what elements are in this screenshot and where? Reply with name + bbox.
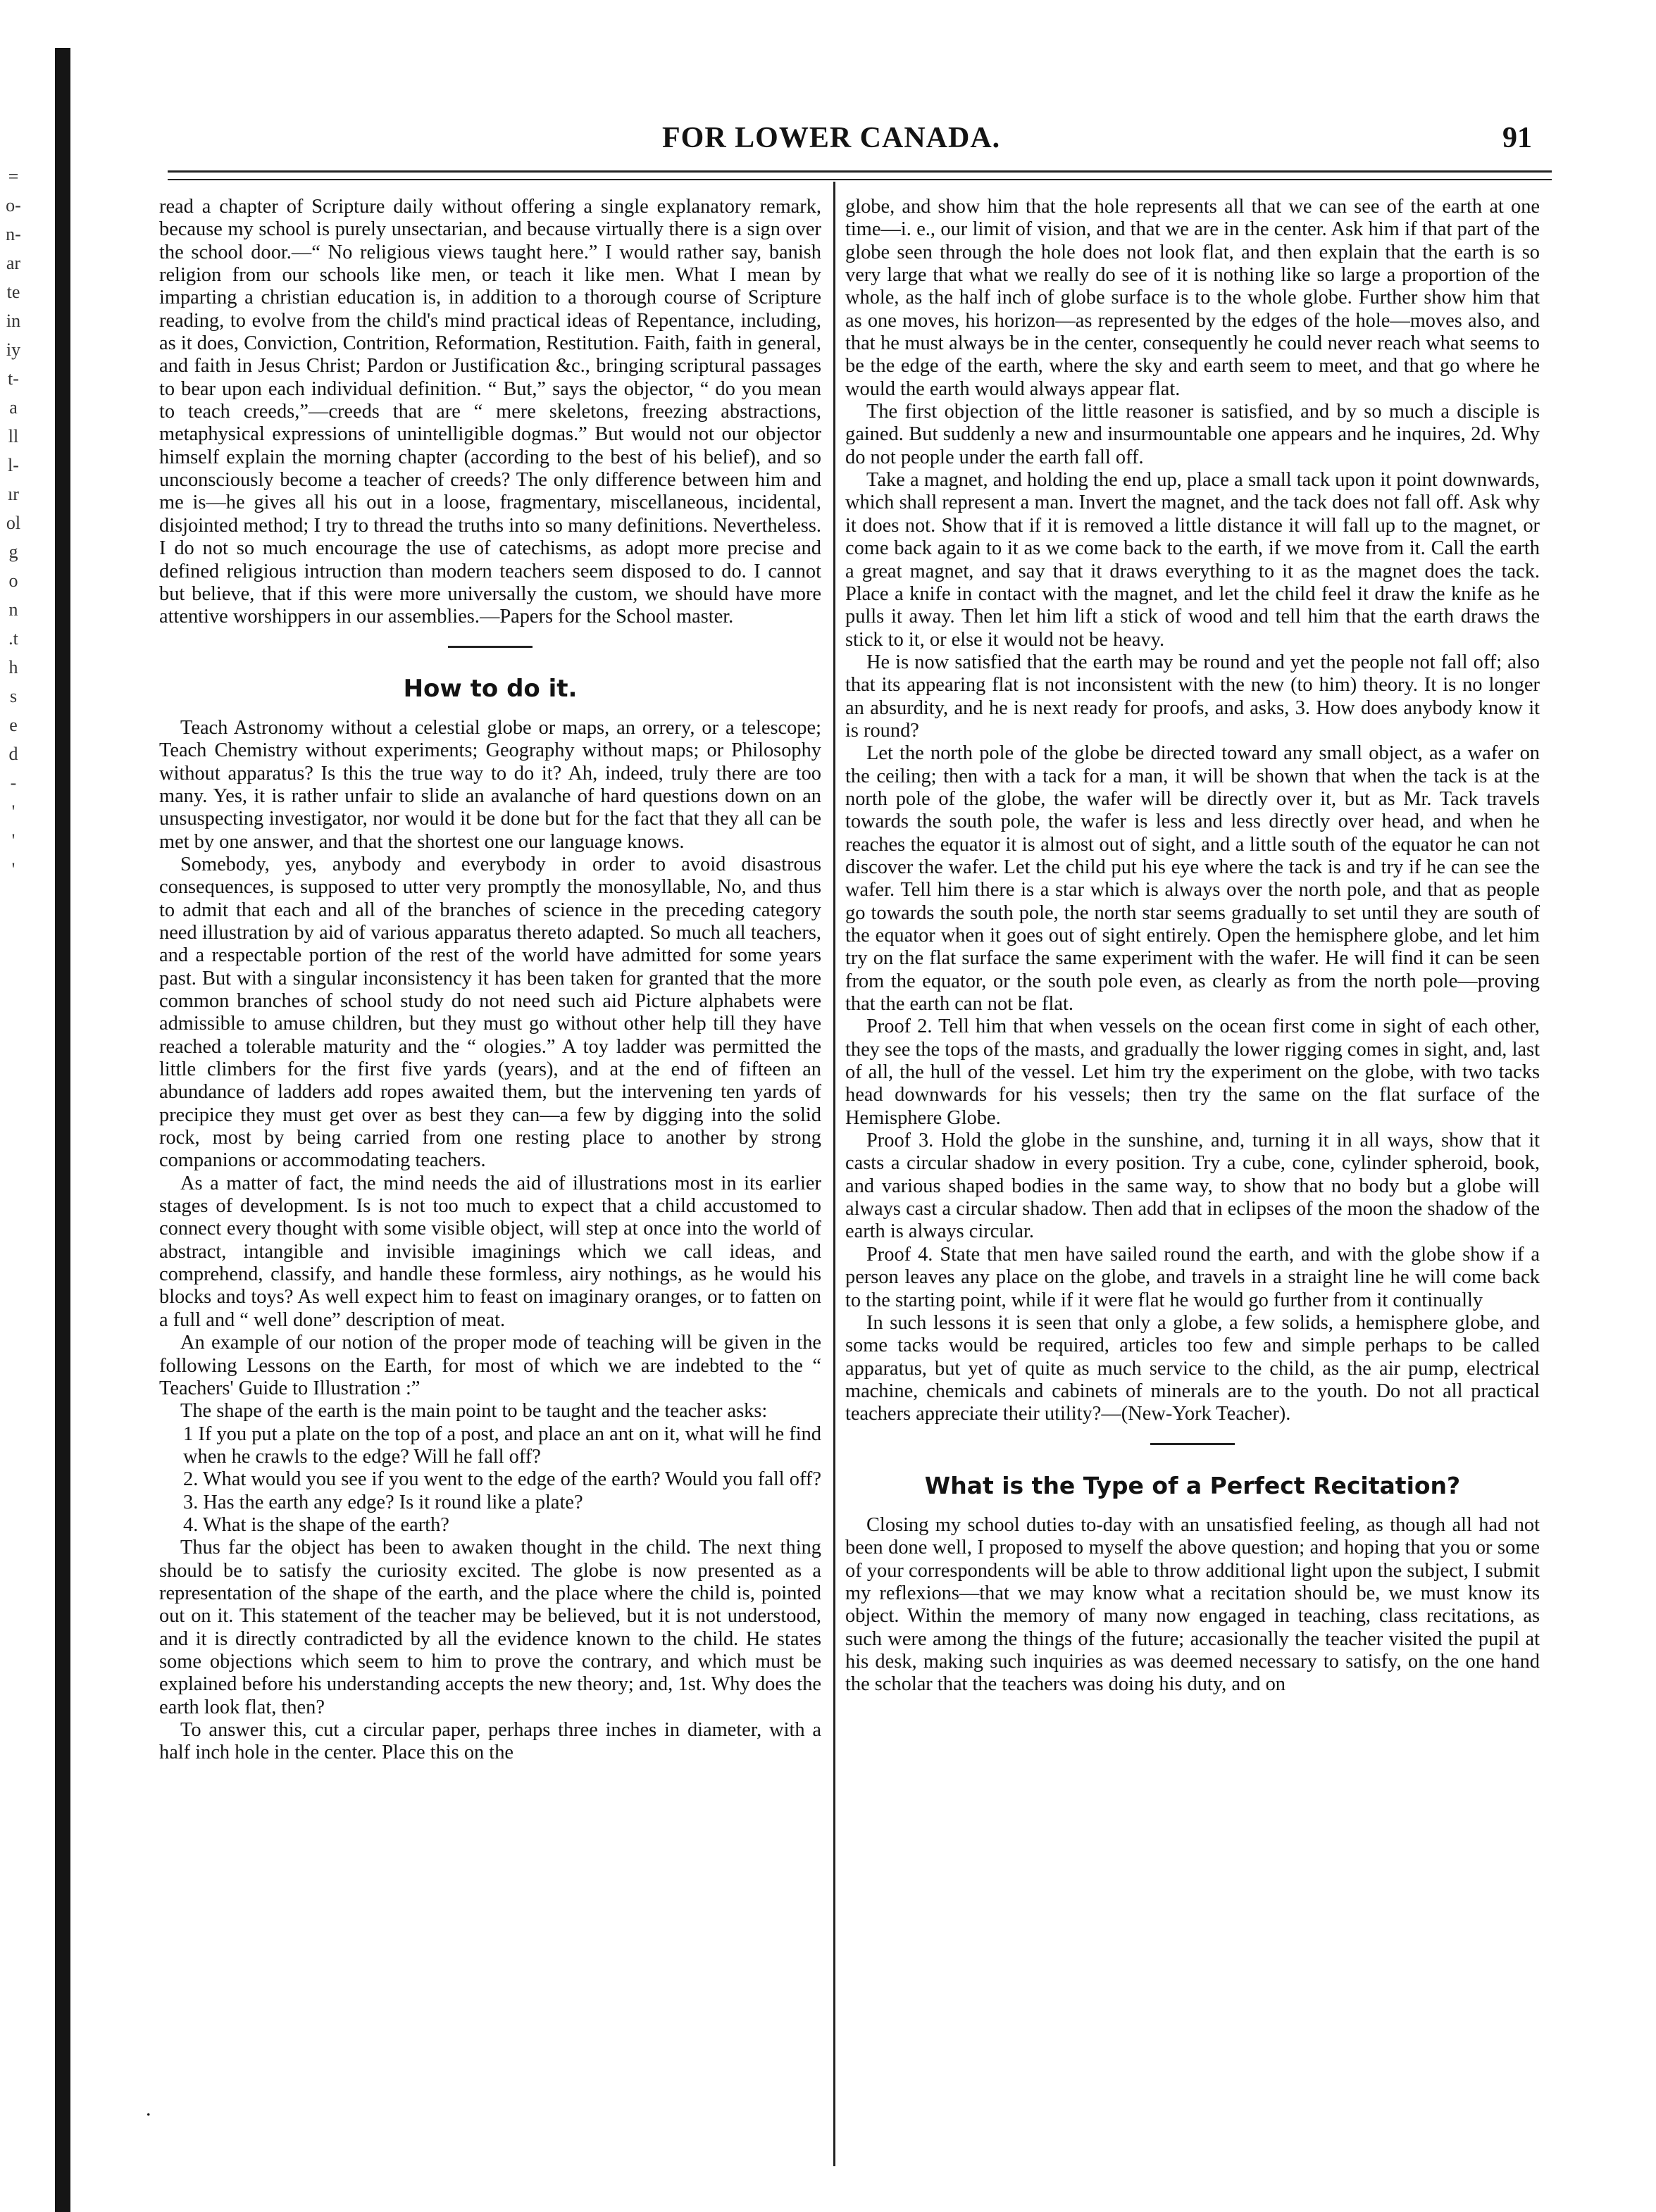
- gutter-fragment: n-: [6, 224, 21, 244]
- gutter-fragment: .t: [8, 628, 18, 649]
- gutter-fragment: a: [9, 397, 18, 418]
- left-paragraph: As a matter of fact, the mind needs the aid of illustrations most in its earlier stages of development. Is is not too much to expect that a child accustomed to connect every thought with some visible object, will step at once into the world of abstract, intangible and invisible imaginings which we call ideas, and comprehend, classify, and handle these formless, airy nothings, as he would his blocks and toys? As well expect him to feast on imaginary oranges, or to fatten on a full and “ well done” description of meat.: [159, 1172, 821, 1331]
- left-paragraph: Somebody, yes, anybody and everybody in order to avoid disastrous consequences, is supposed to utter very promptly the monosyllable, No, and thus to admit that each and all of the branches of science in the preceding category need illustration by aid of various apparatus thereto adapted. So much all teachers, and a respectable portion of the rest of the world have admitted for some years past. But with a singular inconsistency it has been taken for granted that the more common branches of school study do not need such aid Picture alphabets were admissible to amuse children, but they must go without other help till they have reached a tolerable maturity and the “ ologies.” A toy ladder was permitted the little climbers for the first five yards (years), and at the end of fifteen an abundance of ladders add ropes awaited them, but the intervening ten yards of precipice they must get over as best they can—a few by digging into the solid rock, most by being carried from one resting place to another by strong companions or accommodating teachers.: [159, 853, 821, 1172]
- right-paragraph: Let the north pole of the globe be directed toward any small object, as a wafer on the ceiling; then with a tack for a man, it will be shown that when the tack is at the north pole of the globe, the wafer will be directly over it, but as Mr. Tack travels towards the south pole, the wafer is less and less directly over head, and when he reaches the equator it is almost out of sight, and a little south of the equator he can not discover the wafer. Let the child put his eye where the tack is and try if he can see the wafer. Tell him there is a star which is always over the north pole, and that as people go towards the south pole, the north star seems gradually to set until they are south of the equator when it goes out of sight entirely. Open the hemisphere globe, and let him try on the flat surface the same experiment with the wafer. He will find it can be seen from the equator, or the south pole even, as clearly as from the north pole—proving that the earth can not be flat.: [845, 742, 1540, 1016]
- right-column: [845, 196, 1540, 1697]
- right-paragraph: globe, and show him that the hole represents all that we can see of the earth at one time—i. e., our limit of vision, and that we are in the center. Ask him if that part of the globe seen through the hole does not look flat, and then explain that the earth is so very large that what we really do see of it is nothing like so large a proportion of the whole, as the half inch of globe surface is to the whole globe. Further show him that as one moves, his horizon—as represented by the edges of the hole—moves also, and that he must always be in the center, consequently he could never reach what seems to be the edge of the earth, where the sky and earth seem to meet, and that go where he would the earth would always appear flat.: [845, 196, 1540, 400]
- right-paragraph: Closing my school duties to-day with an unsatisfied feeling, as though all had not been done well, I proposed to myself the above question; and hoping that you or some of your correspondents will be able to throw additional light upon the subject, I submit my reflexions—that we may know what a recitation should be, we must know its object. Within the memory of many now engaged in teaching, class recitations, as such were among the things of the future; accasionally the teacher visited the pupil at his desk, making such inquiries as was deemed necessary to satisfy, on the one hand the scholar that the teachers was doing his duty, and on: [845, 1513, 1540, 1696]
- left-column: [159, 196, 821, 1765]
- left-paragraph: Thus far the object has been to awaken thought in the child. The next thing should be to satisfy the curiosity excited. The globe is now presented as a representation of the shape of the earth, and the place where the child is, pointed out on it. This statement of the teacher may be believed, but it is not understood, and it is directly contradicted by all the evidence known to the child. He states some objections which seem to him to prove the contrary, and which must be explained before his understanding accepts the new theory; and, 1st. Why does the earth look flat, then?: [159, 1537, 821, 1718]
- gutter-fragment: s: [9, 686, 18, 706]
- right-paragraph: In such lessons it is seen that only a globe, a few solids, a hemisphere globe, and some tacks would be required, articles too few and simple perhaps to be called apparatus, but yet of quite as much service to the child, as the air pump, electrical machine, chemicals and cabinets of minerals are to the youth. Do not all practical teachers appreciate their utility?—(New-York Teacher).: [845, 1311, 1540, 1425]
- page-number: 91: [1502, 122, 1532, 154]
- right-paragraph: Proof 3. Hold the globe in the sunshine, and, turning it in all ways, show that it casts a circular shadow in every position. Try a cube, cone, cylinder spheroid, book, and various shaped bodies in the same way, to show that no body but a globe will always cast a circular shadow. Then add that in eclipses of the moon the shadow of the earth is always circular.: [845, 1130, 1540, 1243]
- gutter-fragment: in: [6, 311, 21, 331]
- section-heading: How to do it.: [403, 674, 578, 703]
- gutter-fragment: d: [8, 744, 18, 764]
- gutter-fragment: ol: [6, 513, 21, 533]
- gutter-fragment: ar: [6, 253, 21, 273]
- gutter-fragment: te: [6, 282, 20, 302]
- gutter-fragment: o: [8, 570, 18, 591]
- footer-mark: .: [146, 2097, 151, 2120]
- left-paragraph: read a chapter of Scripture daily without offering a single explanatory remark, because my school is purely unsectarian, and because virtually there is a sign over the school door.—“ No religious views taught here.” I would rather say, banish religion from our schools like men, or teach it like men. What I mean by imparting a christian education is, in addition to a thorough course of Scripture reading, to evolve from the child's mind practical ideas of Repentance, including, as it does, Conviction, Contrition, Reformation, Restitution. Faith, faith in general, and faith in Jesus Christ; Pardon or Justification &c., bringing scriptural passages to bear upon each individual definition. “ But,” says the objector, “ do you mean to teach creeds,”—creeds that are “ mere skeletons, freezing abstractions, metaphysical expressions of unintelligible dogmas.” But would not our objector himself explain the morning chapter (according to the best of his belief), and so unconsciously become a teacher of creeds? The only difference between him and me is—he gives all his out in a loose, fragmentary, miscellaneous, incidental, disjointed method; I try to thread the truths into so many definitions. Nevertheless. I do not so much encourage the use of catechisms, as adopt more precise and defined religious intruction than modern teachers seem disposed to do. I cannot but believe, that if this were more universally the custom, we should have more attentive worshippers in our assemblies.—Papers for the School master.: [159, 196, 821, 628]
- header-rule-top: [168, 170, 1552, 173]
- section-heading: What is the Type of a Perfect Recitation?: [924, 1471, 1461, 1499]
- right-paragraph: He is now satisfied that the earth may be round and yet the people not fall off; also that its appearing flat is not inconsistent with the new (to him) theory. It is no longer an absurdity, and he is next ready for proofs, and asks, 3. How does anybody know it is round?: [845, 651, 1540, 742]
- header-rule-bottom: [168, 179, 1552, 180]
- section-separator: [448, 646, 533, 648]
- left-paragraph: To answer this, cut a circular paper, perhaps three inches in diameter, with a half inch hole in the center. Place this on the: [159, 1719, 821, 1764]
- gutter-fragment: ': [11, 801, 15, 822]
- question-item: 3. Has the earth any edge? Is it round like a plate?: [183, 1491, 583, 1513]
- question-item: 4. What is the shape of the earth?: [183, 1513, 449, 1536]
- gutter-fragment: e: [9, 715, 18, 735]
- gutter-fragment: =: [8, 166, 19, 187]
- column-divider: [833, 182, 835, 2166]
- gutter-fragment: ': [11, 830, 15, 851]
- gutter-fragment: ': [11, 859, 15, 880]
- right-paragraph: The first objection of the little reasoner is satisfied, and by so much a disciple is gained. But suddenly a new and insurmountable one appears and he inquires, 2d. Why do not people under the earth fall off.: [845, 401, 1540, 468]
- binding-edge: [55, 48, 70, 2212]
- gutter-fragment: ır: [8, 484, 19, 504]
- gutter-fragment: iy: [6, 339, 21, 360]
- gutter-fragment: n: [8, 599, 18, 620]
- left-paragraph: Teach Astronomy without a celestial globe or maps, an orrery, or a telescope; Teach Chemistry without experiments; Geography without maps; or Philosophy without apparatus? Is this the true way to do it? Ah, indeed, truly there are too many. Yes, it is rather unfair to slide an avalanche of hard questions down on an unsuspecting investigator, nor would it be done but for the fact that they all can be met by one answer, and that the shortest one our language knows.: [159, 716, 821, 853]
- question-item: 2. What would you see if you went to the edge of the earth? Would you fall off?: [183, 1468, 821, 1491]
- gutter-fragments: [3, 162, 24, 884]
- right-paragraph: Take a magnet, and holding the end up, place a small tack upon it point downwards, which shall represent a man. Invert the magnet, and the tack does not fall off. Ask why it does not. Show that if it is removed a little distance it will fall up to the magnet, or come back again to it as we come back to the earth, if we move from it. Call the earth a great magnet, and say that it draws everything to it as the magnet does the tack. Place a knife in contact with the magnet, and let the child feel it draw the knife as he pulls it away. Then let him lift a stick of wood and tell him that the earth draws the stick to it, or else it would not be heavy.: [845, 469, 1540, 651]
- gutter-fragment: t-: [8, 368, 19, 389]
- left-paragraph: The shape of the earth is the main point to be taught and the teacher asks:: [180, 1400, 768, 1423]
- left-paragraph: An example of our notion of the proper mode of teaching will be given in the following Lessons on the Earth, for most of which we are indebted to the “ Teachers' Guide to Illustration :”: [159, 1332, 821, 1399]
- gutter-fragment: h: [8, 657, 18, 677]
- right-paragraph: Proof 4. State that men have sailed round the earth, and with the globe show if a person leaves any place on the globe, and travels in a straight line he will come back to the starting point, while if it were flat he would go further from it continually: [845, 1243, 1540, 1311]
- gutter-fragment: l-: [8, 455, 19, 475]
- section-separator: [1150, 1443, 1235, 1445]
- question-item: 1 If you put a plate on the top of a post, and place an ant on it, what will he find when he crawls to the edge? Will he fall off?: [183, 1423, 821, 1468]
- gutter-fragment: ll: [8, 426, 19, 446]
- running-head: FOR LOWER CANADA.: [662, 122, 1001, 154]
- gutter-fragment: -: [10, 773, 17, 793]
- gutter-fragment: g: [8, 542, 18, 562]
- right-paragraph: Proof 2. Tell him that when vessels on the ocean first come in sight of each other, they see the tops of the masts, and gradually the lower rigging comes in sight, and, last of all, the hull of the vessel. Let him try the experiment on the globe, with two tacks head downwards for his vessels; then try the same on the flat surface of the Hemisphere Globe.: [845, 1016, 1540, 1129]
- gutter-fragment: o-: [6, 195, 21, 215]
